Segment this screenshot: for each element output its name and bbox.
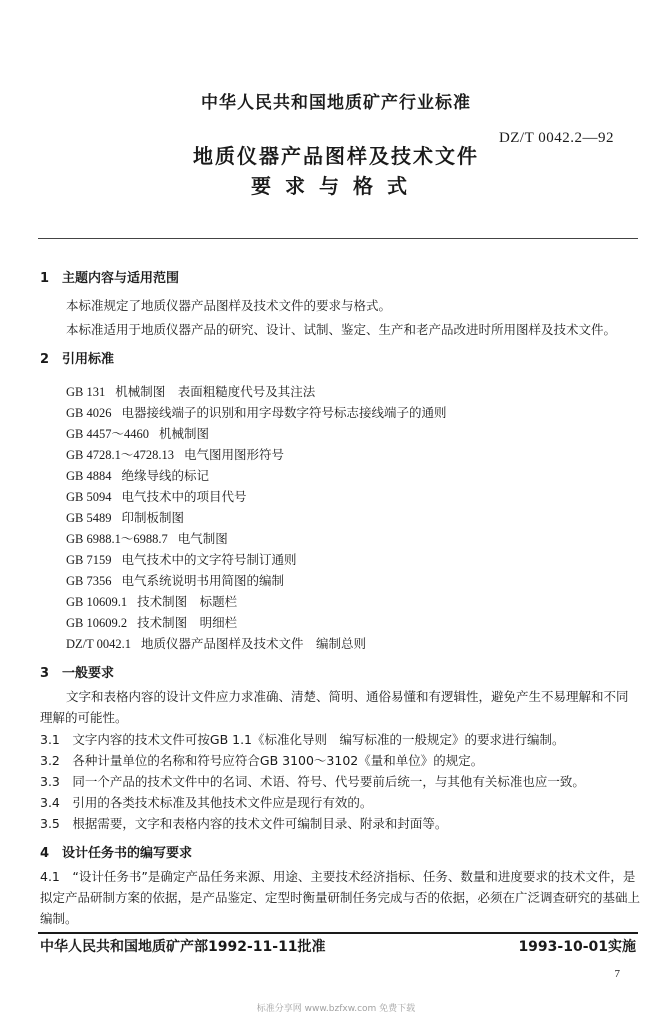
page-number: 7	[614, 968, 620, 980]
section-4-heading: 4 设计任务书的编写要求	[40, 846, 193, 861]
reference-item	[66, 445, 284, 463]
reference-code: GB 10609.2	[66, 616, 128, 630]
reference-item	[66, 592, 237, 610]
reference-code: GB 4728.1～4728.13	[66, 448, 174, 462]
header-divider	[38, 238, 638, 239]
reference-item	[66, 571, 284, 589]
reference-code: GB 4026	[66, 406, 112, 420]
section-2-heading: 2 引用标准	[40, 352, 115, 367]
reference-code: GB 131	[66, 385, 106, 399]
clause-3-3: 3.3 同一个产品的技术文件中的名词、术语、符号、代号要前后统一，与其他有关标准也应一致。	[40, 774, 585, 789]
reference-item	[66, 529, 228, 547]
reference-name: 电器接线端子的识别和用字母数字符号标志接线端子的通则	[121, 405, 447, 420]
reference-code: GB 7356	[66, 574, 112, 588]
reference-item	[66, 550, 297, 568]
reference-code: GB 4457～4460	[66, 427, 149, 441]
section-3-heading: 3 一般要求	[40, 666, 115, 681]
clause-3-1: 3.1 文字内容的技术文件可按GB 1.1《标准化导则 编写标准的一般规定》的要求进行编制。	[40, 732, 565, 747]
section-3-intro: 文字和表格内容的设计文件应力求准确、清楚、简明、通俗易懂和有逻辑性，避免产生不易理解和不同理解的可能性。	[40, 689, 629, 725]
reference-name: 电气图用图形符号	[184, 447, 285, 462]
reference-name: 技术制图 标题栏	[137, 594, 238, 609]
reference-code: GB 10609.1	[66, 595, 128, 609]
clause-3-4: 3.4 引用的各类技术标准及其他技术文件应是现行有效的。	[40, 795, 373, 810]
reference-item	[66, 382, 315, 400]
reference-name: 技术制图 明细栏	[137, 615, 238, 630]
ministry-title: 中华人民共和国地质矿产行业标准	[201, 93, 471, 113]
reference-name: 印制板制图	[121, 510, 185, 525]
reference-name: 地质仪器产品图样及技术文件 编制总则	[141, 636, 367, 651]
document-subtitle: 要求与格式	[251, 174, 421, 198]
reference-name: 电气技术中的文字符号制订通则	[121, 552, 297, 567]
reference-name: 绝缘导线的标记	[121, 468, 210, 483]
reference-name: 电气系统说明书用简图的编制	[121, 573, 285, 588]
section-1-heading: 1 主题内容与适用范围	[40, 271, 180, 286]
reference-item	[66, 634, 366, 652]
footer-divider	[38, 932, 638, 934]
section-1-paragraph-1: 本标准规定了地质仪器产品图样及技术文件的要求与格式。	[66, 298, 392, 313]
reference-code: GB 4884	[66, 469, 112, 483]
clause-3-2: 3.2 各种计量单位的名称和符号应符合GB 3100～3102《量和单位》的规定。	[40, 753, 484, 768]
approval-date: 中华人民共和国地质矿产部1992-11-11批准	[40, 939, 326, 955]
reference-name: 电气技术中的项目代号	[121, 489, 247, 504]
reference-name: 电气制图	[177, 531, 228, 546]
reference-code: GB 5489	[66, 511, 112, 525]
reference-item	[66, 424, 209, 442]
reference-code: DZ/T 0042.1	[66, 637, 132, 651]
implementation-date: 1993-10-01实施	[518, 939, 636, 955]
reference-item	[66, 613, 237, 631]
reference-code: GB 6988.1～6988.7	[66, 532, 168, 546]
reference-item	[66, 508, 184, 526]
reference-name: 机械制图	[159, 426, 210, 441]
reference-code: GB 7159	[66, 553, 112, 567]
clause-3-5: 3.5 根据需要，文字和表格内容的技术文件可编制目录、附录和封面等。	[40, 816, 448, 831]
clause-4-1: 4.1 “设计任务书”是确定产品任务来源、用途、主要技术经济指标、任务、数量和进度要求的技术文件，是拟定产品研制方案的依据，是产品鉴定、定型时衡量研制任务完成与否的依据，必须在广泛调查研究的基础上编制。	[40, 869, 641, 926]
watermark: 标准分享网 www.bzfxw.com 免费下载	[256, 1004, 416, 1014]
reference-item	[66, 487, 247, 505]
reference-name: 机械制图 表面粗糙度代号及其注法	[115, 384, 316, 399]
document-title: 地质仪器产品图样及技术文件	[193, 144, 479, 168]
standard-code: DZ/T 0042.2—92	[498, 130, 614, 146]
section-1-paragraph-2: 本标准适用于地质仪器产品的研究、设计、试制、鉴定、生产和老产品改进时所用图样及技术文件。	[66, 322, 617, 337]
reference-item	[66, 403, 447, 421]
reference-code: GB 5094	[66, 490, 112, 504]
reference-item	[66, 466, 209, 484]
